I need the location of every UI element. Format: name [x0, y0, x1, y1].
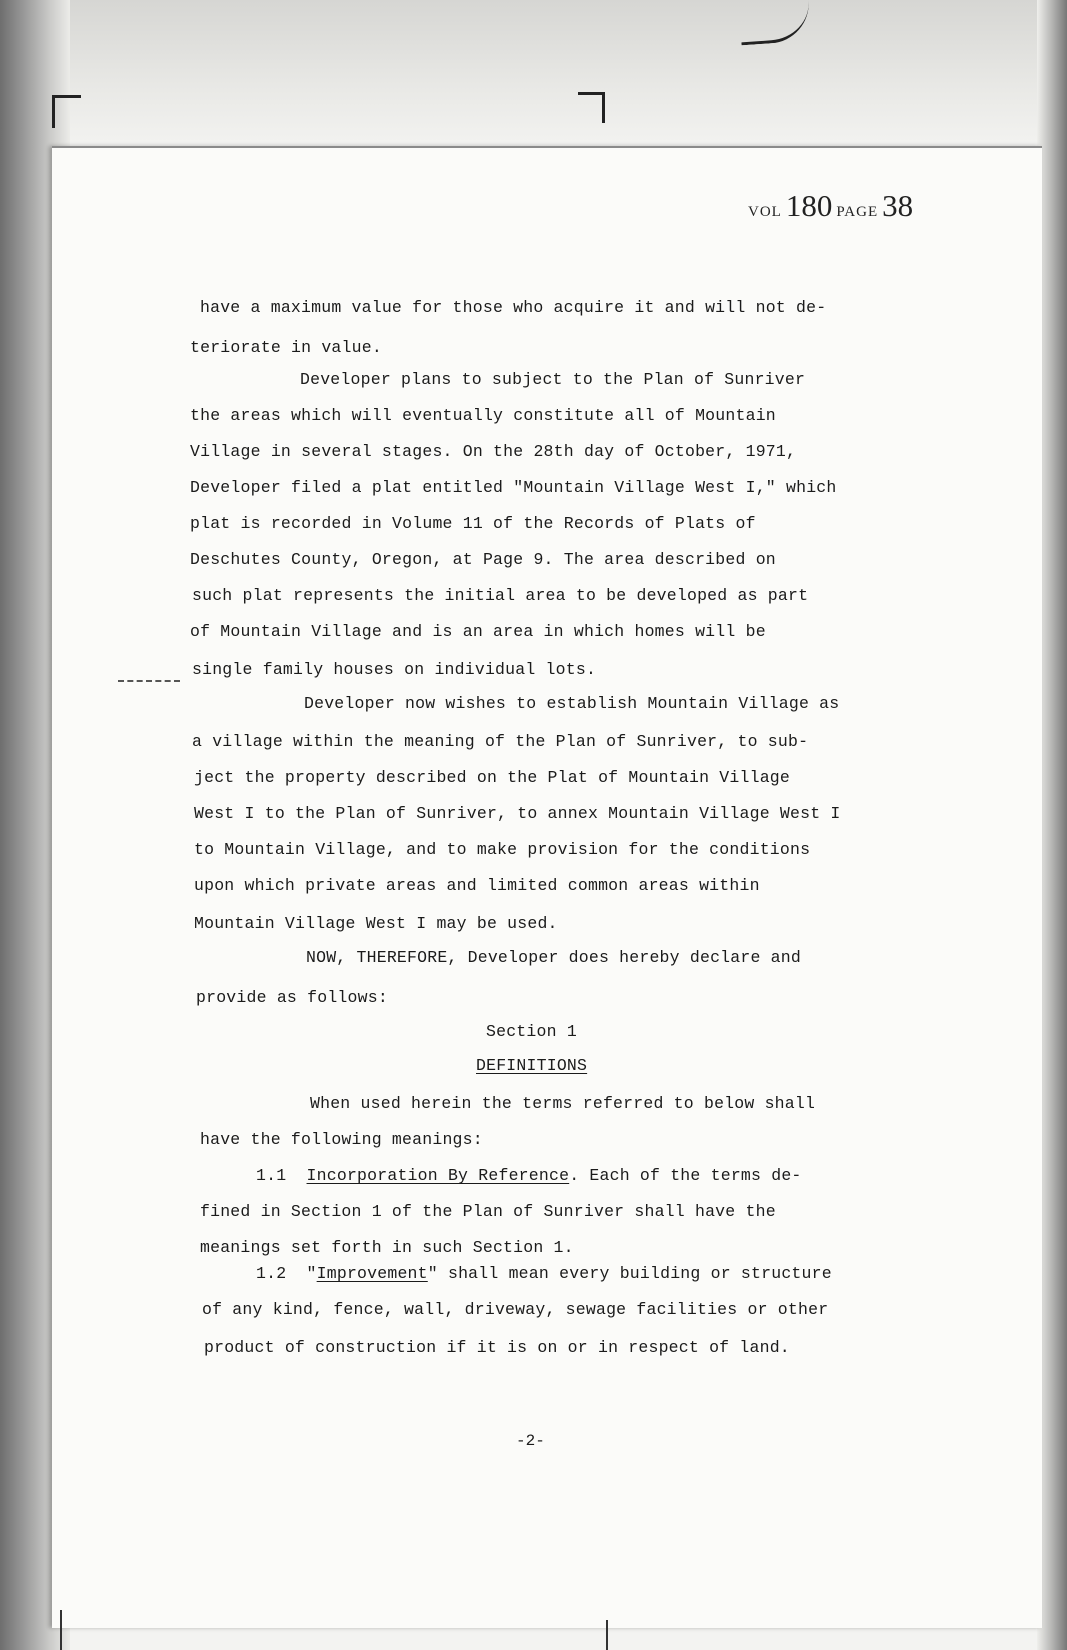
body-line: Developer filed a plat entitled "Mountain Village West I," which: [190, 478, 837, 497]
crop-mark-bottom-middle: [606, 1620, 608, 1650]
section-heading: DEFINITIONS: [476, 1056, 588, 1075]
body-line: the areas which will eventually constitute all of Mountain: [190, 406, 776, 425]
body-line: Developer now wishes to establish Mountain Village as: [304, 694, 840, 713]
vol-label: VOL: [748, 204, 782, 220]
body-line: upon which private areas and limited common areas within: [194, 876, 760, 895]
body-line: meanings set forth in such Section 1.: [200, 1238, 574, 1257]
page-number: 38: [882, 188, 914, 223]
scan-background-top: [0, 0, 1067, 150]
definition-1-2-line-1: [256, 1264, 832, 1283]
definition-text: " shall mean every building or structure: [427, 1264, 832, 1283]
body-line: a village within the meaning of the Plan of Sunriver, to sub-: [192, 732, 809, 751]
crop-mark-top-left: [52, 95, 81, 128]
body-line: teriorate in value.: [190, 338, 382, 357]
body-line: fined in Section 1 of the Plan of Sunriver shall have the: [200, 1202, 776, 1221]
definition-number: 1.1: [256, 1166, 287, 1185]
body-line: have a maximum value for those who acquire it and will not de-: [200, 298, 827, 317]
body-line: Village in several stages. On the 28th day of October, 1971,: [190, 442, 797, 461]
definition-1-1-line-1: [256, 1166, 802, 1185]
definition-term: Improvement: [316, 1264, 428, 1283]
body-line: West I to the Plan of Sunriver, to annex Mountain Village West I: [194, 804, 841, 823]
body-line: of Mountain Village and is an area in which homes will be: [190, 622, 766, 641]
page-label: PAGE: [836, 204, 879, 220]
body-line: Developer plans to subject to the Plan of Sunriver: [300, 370, 806, 389]
body-line: such plat represents the initial area to be developed as part: [192, 586, 809, 605]
body-line: ject the property described on the Plat of Mountain Village: [194, 768, 790, 787]
crop-mark-bottom-left: [60, 1610, 62, 1650]
body-line: have the following meanings:: [200, 1130, 483, 1149]
body-line: provide as follows:: [196, 988, 388, 1007]
definition-text: . Each of the terms de-: [569, 1166, 802, 1185]
body-line: of any kind, fence, wall, driveway, sewage facilities or other: [202, 1300, 829, 1319]
body-line: plat is recorded in Volume 11 of the Records of Plats of: [190, 514, 756, 533]
section-title: Section 1: [486, 1022, 577, 1041]
margin-dash-mark: [118, 680, 180, 682]
recording-stamp: [748, 188, 913, 224]
definition-number: 1.2: [256, 1264, 287, 1283]
body-line: to Mountain Village, and to make provision for the conditions: [194, 840, 811, 859]
body-line: When used herein the terms referred to below shall: [310, 1094, 816, 1113]
body-line: single family houses on individual lots.: [192, 660, 597, 679]
page-marker: -2-: [516, 1432, 545, 1450]
body-line: product of construction if it is on or in respect of land.: [204, 1338, 790, 1357]
body-line: Mountain Village West I may be used.: [194, 914, 558, 933]
crop-mark-top-right: [578, 92, 605, 123]
vol-number: 180: [785, 188, 833, 223]
body-line: Deschutes County, Oregon, at Page 9. The area described on: [190, 550, 776, 569]
definition-quote: ": [306, 1264, 317, 1283]
definition-term: Incorporation By Reference: [306, 1166, 570, 1185]
body-line: NOW, THEREFORE, Developer does hereby declare and: [306, 948, 801, 967]
